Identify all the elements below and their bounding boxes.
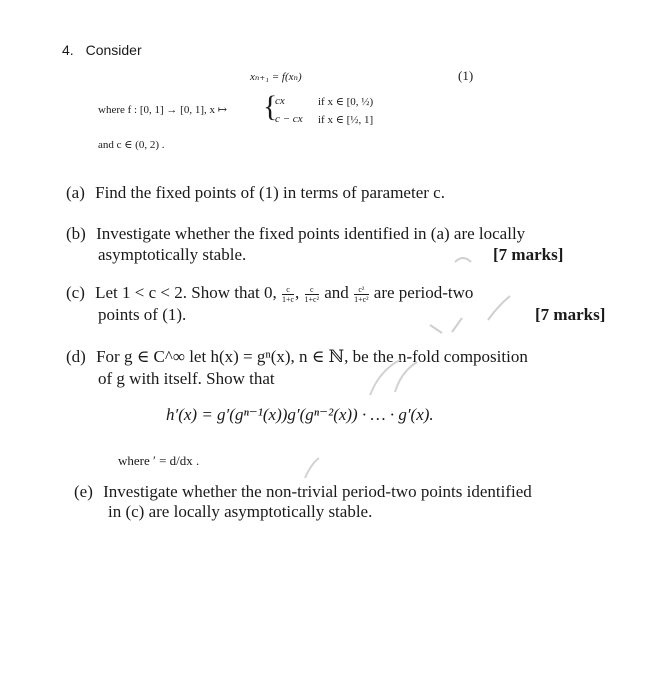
part-b-label: (b) — [66, 224, 86, 243]
fraction-c2-over-1plus-c2: $\frac{\text{c²}}{\text{1+c²}}$ — [354, 284, 369, 304]
case2-expression: c − cx — [275, 113, 303, 125]
part-c-text-c: are period-two — [373, 283, 474, 302]
derivative-formula: h′(x) = g′(gⁿ⁻¹(x))g′(gⁿ⁻²(x)) · … · g′(x). — [166, 405, 434, 424]
part-c-text-a: Let 1 < c < 2. Show that 0, — [95, 283, 277, 302]
question-title: Consider — [85, 42, 142, 58]
equation-label: (1) — [458, 68, 474, 83]
prime-definition: where ′ = d/dx . — [118, 453, 200, 468]
fraction-c-over-1plus-c2: $\frac{c}{\text{1+c²}}$ — [304, 284, 320, 304]
part-e-text-line2: in (c) are locally asymptotically stable. — [108, 502, 373, 521]
part-d-label: (d) — [66, 347, 86, 366]
part-c-marks: [7 marks] — [535, 305, 606, 324]
parameter-range: and c ∈ (0, 2) . — [98, 139, 165, 151]
part-c: (c) Let 1 < c < 2. Show that 0, $\frac{c}{1+c}$ , $\frac{c}{\text{1+c²}}$ and $\frac{\text{c²}}{\text{1+c²}}$ are period-two — [66, 283, 474, 304]
part-a-label: (a) — [66, 183, 85, 202]
question-number: 4. — [62, 42, 74, 58]
part-c-label: (c) — [66, 283, 85, 302]
part-e-label: (e) — [74, 482, 93, 501]
part-c-text-line2: points of (1). — [98, 305, 187, 324]
function-definition-prefix: where f : [0, 1] → [0, 1], x ↦ — [98, 104, 227, 116]
piecewise-brace: { — [263, 90, 278, 123]
case1-condition: if x ∈ [0, ½) — [318, 96, 374, 108]
part-b-text-line1: Investigate whether the fixed points identified in (a) are locally — [96, 224, 526, 243]
case2-condition: if x ∈ [½, 1] — [318, 114, 374, 126]
fraction-c-over-1plus-c: $\frac{c}{1+c}$ — [281, 284, 295, 304]
part-e-text-line1: Investigate whether the non-trivial period-two points identified — [103, 482, 532, 501]
part-c-text-b: and — [324, 283, 349, 302]
recurrence-equation: xₙ₊₁ = f(xₙ) — [250, 71, 302, 83]
part-a-text: Find the fixed points of (1) in terms of parameter c. — [95, 183, 445, 202]
case1-expression: cx — [275, 95, 285, 107]
part-b-marks: [7 marks] — [493, 245, 564, 264]
part-b-text-line2: asymptotically stable. — [98, 245, 247, 264]
part-d-text-line1: For g ∈ C^∞ let h(x) = gⁿ(x), n ∈ ℕ, be the n-fold composition — [96, 347, 528, 366]
part-d-text-line2: of g with itself. Show that — [98, 369, 275, 388]
